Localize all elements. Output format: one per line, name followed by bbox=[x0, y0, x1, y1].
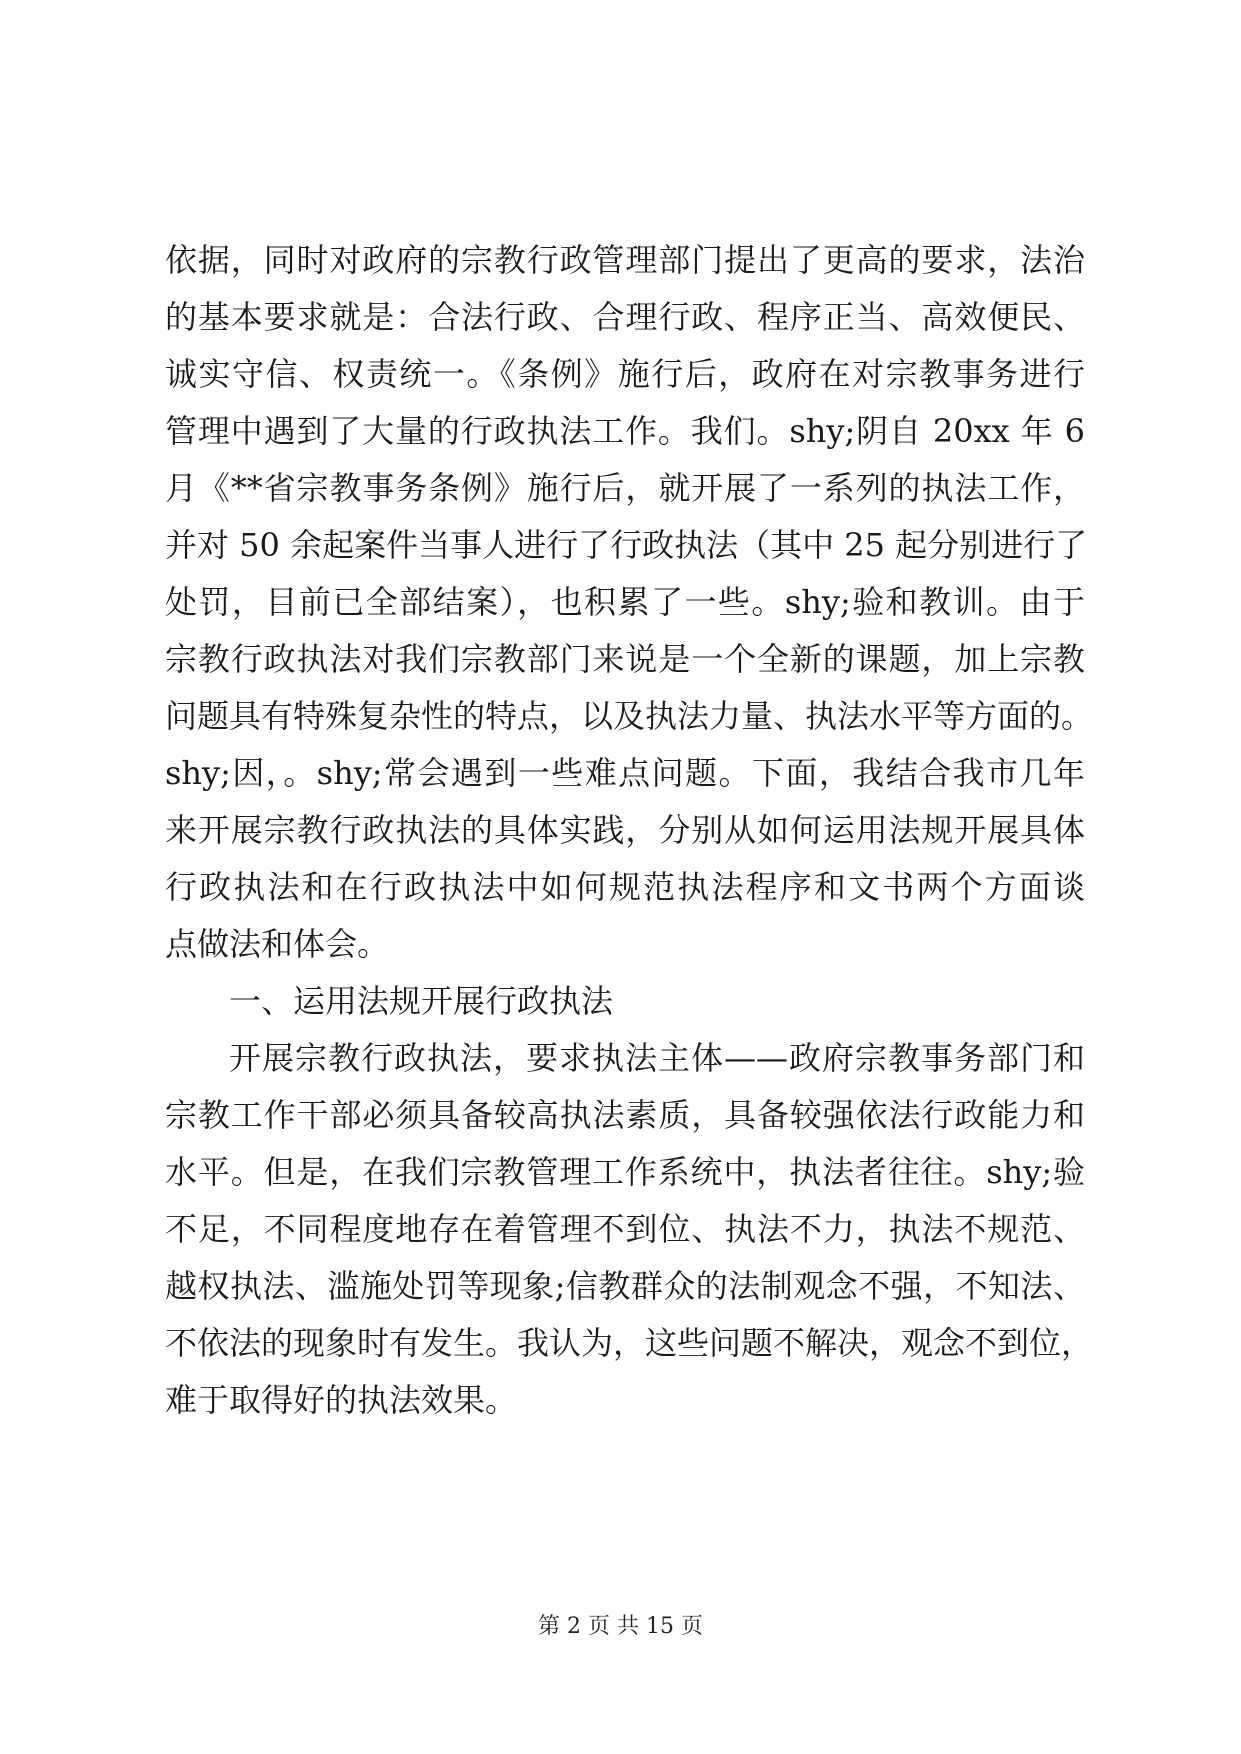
text-line: 问题具有特殊复杂性的特点，以及执法力量、执法水平等方面的。 bbox=[165, 697, 1094, 735]
text-line: 宗教行政执法对我们宗教部门来说是一个全新的课题，加上宗教 bbox=[165, 640, 1085, 678]
text-line: 行政执法和在行政执法中如何规范执法程序和文书两个方面谈 bbox=[165, 868, 1085, 906]
page-number: 第 2 页 共 15 页 bbox=[538, 1614, 703, 1639]
text-line: 的基本要求就是：合法行政、合理行政、程序正当、高效便民、 bbox=[165, 298, 1085, 336]
text-line: 月《**省宗教事务条例》施行后，就开展了一系列的执法工作， bbox=[165, 469, 1085, 507]
text-line: 越权执法、滥施处罚等现象;信教群众的法制观念不强，不知法、 bbox=[165, 1267, 1085, 1305]
section-heading bbox=[165, 973, 1085, 1030]
text-line: 诚实守信、权责统一。《条例》施行后，政府在对宗教事务进行 bbox=[165, 355, 1085, 393]
heading-line: 一、运用法规开展行政执法 bbox=[229, 982, 614, 1020]
paragraph-2 bbox=[165, 1030, 1094, 1429]
text-line: 难于取得好的执法效果。 bbox=[165, 1381, 518, 1419]
paragraph-1 bbox=[165, 232, 1094, 973]
text-line: 来开展宗教行政执法的具体实践，分别从如何运用法规开展具体 bbox=[165, 811, 1085, 849]
document-body bbox=[165, 232, 1094, 1429]
text-line: 并对 50 余起案件当事人进行了行政执法（其中 25 起分别进行了 bbox=[165, 526, 1088, 564]
text-line: shy;因，。shy;常会遇到一些难点问题。下面，我结合我市几年 bbox=[165, 754, 1085, 792]
text-line: 水平。但是，在我们宗教管理工作系统中，执法者往往。shy;验 bbox=[165, 1153, 1085, 1191]
text-line: 不足，不同程度地存在着管理不到位、执法不力，执法不规范、 bbox=[165, 1210, 1085, 1248]
text-line: 点做法和体会。 bbox=[165, 925, 390, 963]
text-line: 不依法的现象时有发生。我认为，这些问题不解决，观念不到位， bbox=[165, 1324, 1094, 1362]
text-line: 依据，同时对政府的宗教行政管理部门提出了更高的要求，法治 bbox=[165, 241, 1085, 279]
text-line: 开展宗教行政执法，要求执法主体——政府宗教事务部门和 bbox=[229, 1039, 1085, 1077]
page-footer bbox=[0, 1612, 1241, 1642]
text-line: 宗教工作干部必须具备较高执法素质，具备较强依法行政能力和 bbox=[165, 1096, 1085, 1134]
text-line: 管理中遇到了大量的行政执法工作。我们。shy;阴自 20xx 年 6 bbox=[165, 412, 1085, 450]
text-line: 处罚，目前已全部结案），也积累了一些。shy;验和教训。由于 bbox=[165, 583, 1085, 621]
